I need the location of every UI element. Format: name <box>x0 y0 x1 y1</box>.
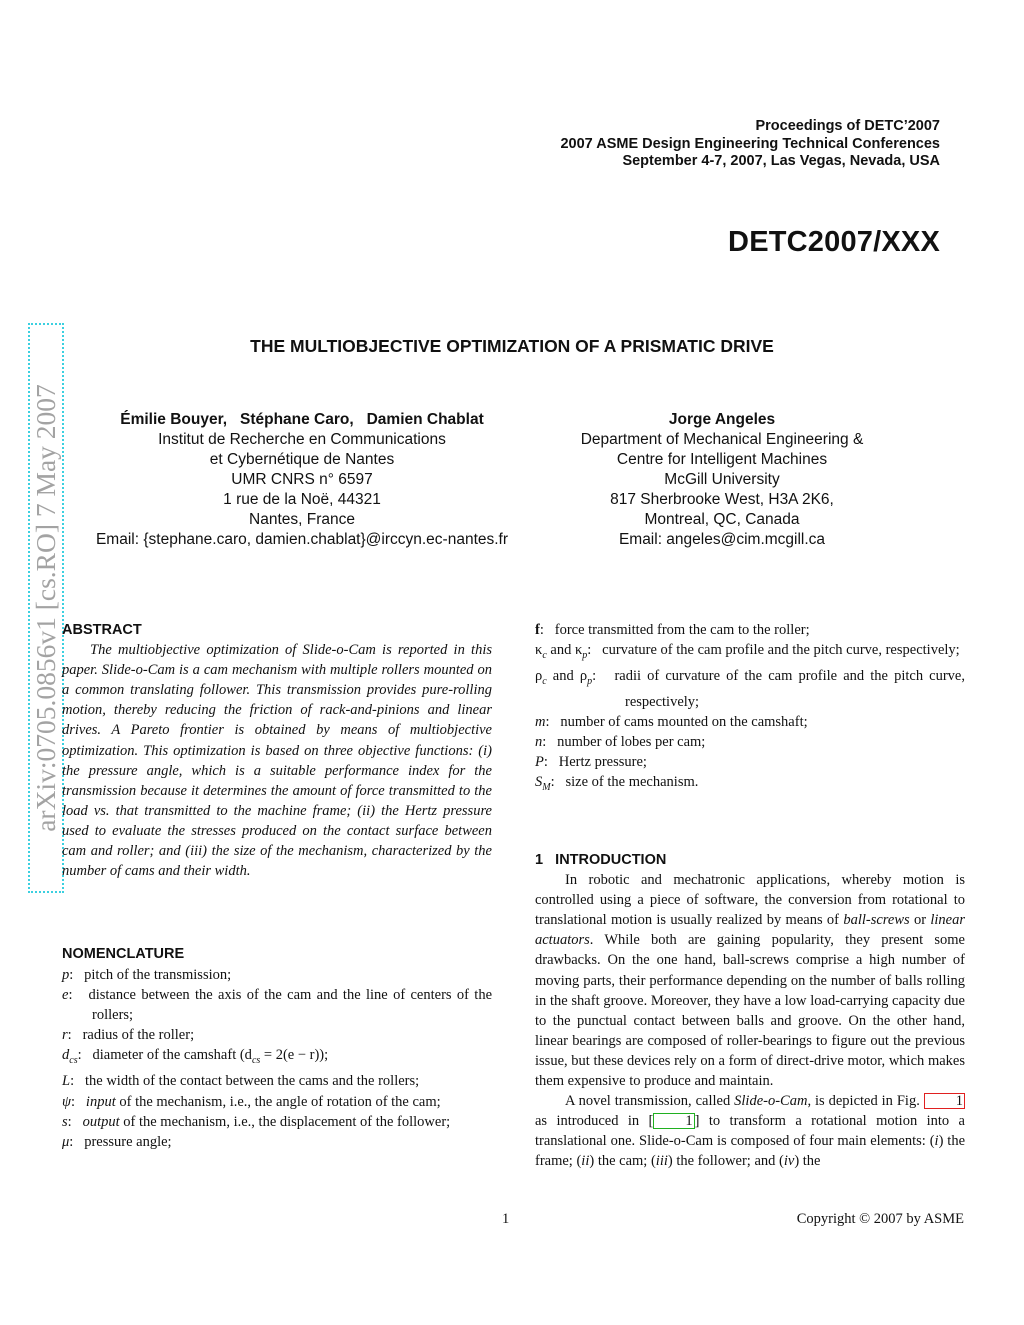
affil-right-line-4: 817 Sherbrooke West, H3A 2K6, <box>610 491 834 508</box>
affil-left-line-4: 1 rue de la Noë, 44321 <box>223 491 381 508</box>
paper-title: THE MULTIOBJECTIVE OPTIMIZATION OF A PRISMATIC DRIVE <box>250 336 774 356</box>
nomenclature-item: e: distance between the axis of the cam and the line of centers of the rollers; <box>62 987 493 1024</box>
nomenclature-item: P: Hertz pressure; <box>535 754 647 771</box>
affil-right-line-2: Centre for Intelligent Machines <box>616 451 828 468</box>
proceedings-line-3: September 4-7, 2007, Las Vegas, Nevada, USA <box>622 153 940 169</box>
nomenclature-item: $d_{cs}$: diameter of the camshaft $(d_{cs} = 2(e - r))$; <box>62 1047 329 1067</box>
affiliation-right <box>552 410 892 550</box>
nomenclature-section <box>62 944 492 1152</box>
affil-right-line-1: Department of Mechanical Engineering & <box>580 431 864 448</box>
nomenclature-item: p: pitch of the transmission; <box>62 967 232 984</box>
abstract-body: The multiobjective optimization of Slide-o-Cam is reported in this paper. Slide-o-Cam is a cam mechanism with multiple rollers mounted on a common translating follower. This transmission provides pure-rolling motion, thereby reducing the friction of rack-and-pinions and linear drives. A Pareto frontier is obtained by means of multiobjective optimization. This optimization is based on three objective functions: (i) the pressure angle, which is a suitable performance index for the transmission because it determines the amount of force transmitted to the load vs. that transmitted to the machine frame; (ii) the Hertz pressure used to evaluate the stresses produced on the contact surface between cam and roller; and (iii) the size of the mechanism, characterized by the number of cams and their width. <box>62 642 492 880</box>
arxiv-stamp-text: arXiv:0705.0856v1 [cs.RO] 7 May 2007 <box>30 384 61 832</box>
email-left: Email: {stephane.caro, damien.chablat}@irccyn.ec-nantes.fr <box>95 531 509 548</box>
nomenclature-continued <box>535 620 965 798</box>
affil-right-line-3: McGill University <box>664 471 780 488</box>
affil-left-line-1: Institut de Recherche en Communications <box>158 431 446 448</box>
nomenclature-item: μ: pressure angle; <box>62 1133 172 1150</box>
citation-link[interactable]: 1 <box>653 1113 694 1129</box>
affil-left-line-5: Nantes, France <box>249 511 355 528</box>
proceedings-header <box>560 118 940 171</box>
proceedings-line-2: 2007 ASME Design Engineering Technical Conferences <box>560 135 940 152</box>
page-number: 1 <box>502 1211 510 1227</box>
affil-right-line-5: Montreal, QC, Canada <box>644 511 800 528</box>
nomenclature-item: s: output of the mechanism, i.e., the displacement of the follower; <box>62 1113 451 1130</box>
nomenclature-heading: NOMENCLATURE <box>62 946 185 962</box>
introduction-paragraph-1: In robotic and mechatronic applications, whereby motion is controlled using a piece of software, the conversion from rotational to translational motion is usually realized by means of ball-screws or linear actuators. While both are gaining popularity, they present some drawbacks. On the one hand, ball-screws comprise a high number of moving parts, their performance depending on the number of balls rolling in the shaft groove. Moreover, they have a low load-carrying capacity due to the punctual contact between balls and groove. On the other hand, linear bearings are composed of roller-bearings to figure out the previous issue, but these devices rely on a form of direct-drive motor, which makes them expensive to produce and maintain. <box>535 872 965 1090</box>
proceedings-line-1: Proceedings of DETC’2007 <box>755 118 940 134</box>
nomenclature-item: f: force transmitted from the cam to the roller; <box>535 622 810 638</box>
nomenclature-item: ψ: input of the mechanism, i.e., the angle of rotation of the cam; <box>62 1093 441 1110</box>
author-names-right: Jorge Angeles <box>668 411 776 428</box>
author-names-left: Émilie Bouyer, Stéphane Caro, Damien Chablat <box>120 411 484 428</box>
arxiv-stamp[interactable] <box>28 323 64 893</box>
introduction-paragraph-2: A novel transmission, called Slide-o-Cam, is depicted in Fig. 1 as introduced in [ 1 ] to transform a rotational motion into a translational one. Slide-o-Cam is composed of four main elements: (i) the frame; (ii) the cam; (iii) the follower; and (iv) the <box>535 1093 966 1170</box>
paper-id: DETC2007/XXX <box>728 226 940 258</box>
nomenclature-item: n: number of lobes per cam; <box>535 734 706 751</box>
nomenclature-item: $\kappa_c$ and $\kappa_p$: curvature of the cam profile and the pitch curve, respectively; <box>535 642 960 661</box>
figure-link[interactable]: 1 <box>924 1093 965 1109</box>
nomenclature-item: L: the width of the contact between the cams and the rollers; <box>62 1073 420 1090</box>
affil-left-line-3: UMR CNRS n° 6597 <box>231 471 373 488</box>
email-right: Email: angeles@cim.mcgill.ca <box>618 531 826 548</box>
introduction-heading: 1 INTRODUCTION <box>535 852 667 868</box>
nomenclature-item: r: radius of the roller; <box>62 1027 195 1044</box>
introduction-section <box>535 850 965 1172</box>
abstract-heading: ABSTRACT <box>62 622 142 638</box>
abstract-section <box>62 620 492 881</box>
nomenclature-item: $\rho_c$ and $\rho_p$: radii of curvature of the cam profile and the pitch curve, respectively; <box>535 668 965 711</box>
nomenclature-item: m: number of cams mounted on the camshaft; <box>535 714 808 731</box>
affiliation-left <box>60 410 544 550</box>
affil-left-line-2: et Cybernétique de Nantes <box>209 451 395 468</box>
nomenclature-item: $S_M$: size of the mechanism. <box>535 774 699 794</box>
copyright-notice: Copyright © 2007 by ASME <box>796 1211 964 1227</box>
